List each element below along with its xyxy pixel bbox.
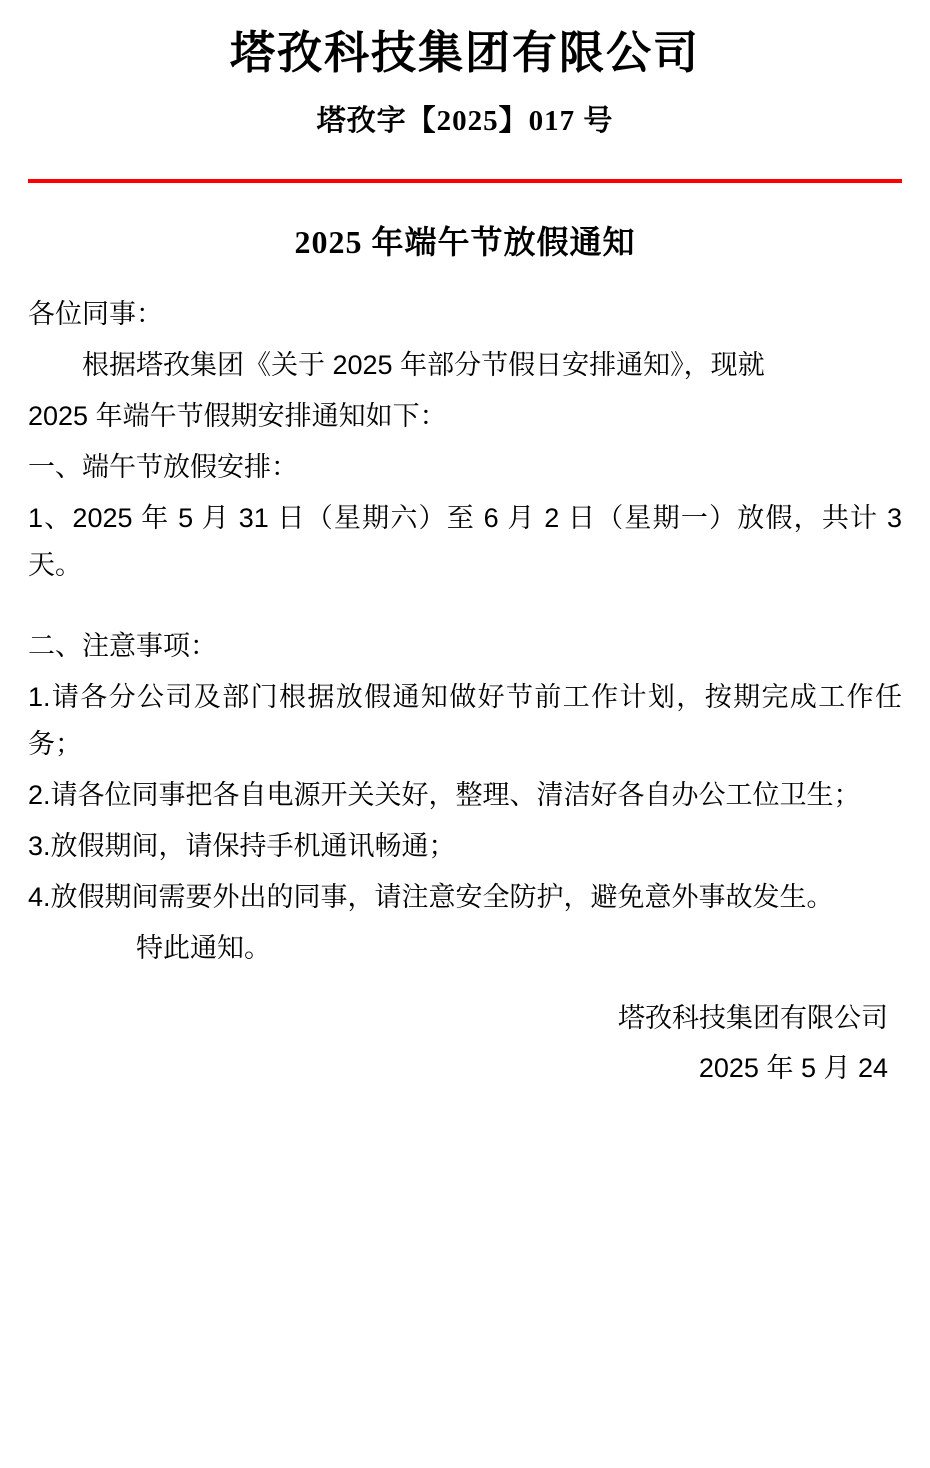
section-two-item-4: 4.放假期间需要外出的同事，请注意安全防护，避免意外事故发生。 <box>28 881 834 912</box>
document-page <box>0 26 930 1468</box>
signature-company: 塔孜科技集团有限公司 <box>618 1002 888 1033</box>
salutation: 各位同事： <box>28 299 163 329</box>
section-two-item-2: 2.请各位同事把各自电源开关关好，整理、清洁好各自办公工位卫生； <box>28 779 861 810</box>
document-body <box>28 291 902 972</box>
notice-title: 2025 年端午节放假通知 <box>294 224 636 260</box>
intro-paragraph-line-1: 根据塔孜集团《关于 2025 年部分节假日安排通知》，现就 <box>82 349 765 380</box>
document-number: 塔孜字【2025】017 号 <box>316 105 614 137</box>
signature-date: 2025 年 5 月 24 <box>698 1052 888 1083</box>
section-two-heading: 二、注意事项： <box>28 630 217 661</box>
section-one-item-1: 1、2025 年 5 月 31 日（星期六）至 6 月 2 日（星期一）放假，共计 3 天。 <box>28 502 902 580</box>
section-two-item-1: 1.请各分公司及部门根据放假通知做好节前工作计划，按期完成工作任务； <box>28 681 902 759</box>
red-divider-rule <box>28 179 902 183</box>
paragraph-spacer <box>28 593 902 623</box>
intro-paragraph-line-2: 2025 年端午节假期安排通知如下： <box>28 400 447 431</box>
section-two-item-3: 3.放假期间，请保持手机通讯畅通； <box>28 830 456 861</box>
organization-title: 塔孜科技集团有限公司 <box>229 28 700 78</box>
section-one-heading: 一、端午节放假安排： <box>28 451 298 482</box>
closing-statement: 特此通知。 <box>136 932 271 963</box>
signature-block <box>28 994 902 1094</box>
